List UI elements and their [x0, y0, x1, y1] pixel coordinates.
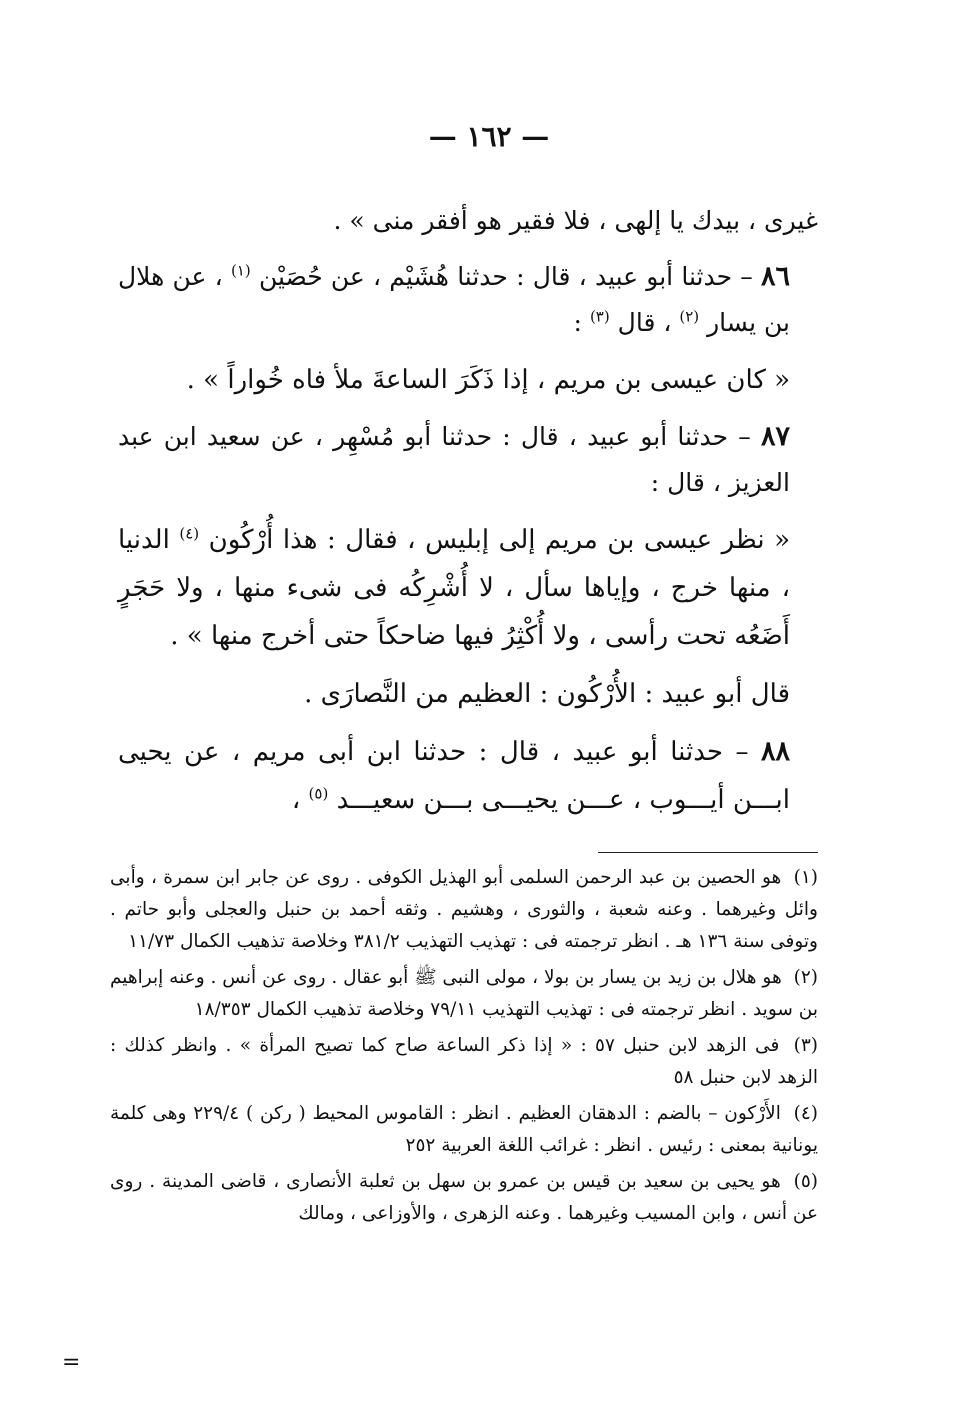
- continuation-mark: =: [62, 1350, 81, 1375]
- footnote-ref-1: (١): [230, 261, 251, 280]
- paragraph-continuation: غيرى ، بيدك يا إلهى ، فلا فقير هو أفقر منى » .: [333, 206, 818, 235]
- hadith-86: [118, 254, 818, 346]
- footnote-ref-2: (٢): [679, 307, 700, 326]
- footnote-1: [110, 862, 818, 958]
- footnote-divider: [598, 852, 818, 853]
- hadith-text: ، قال: [617, 308, 672, 337]
- quote-text: « نظر عيسى بن مريم إلى إبليس ، فقال : هذا أُرْكُون: [208, 525, 791, 555]
- hadith-text: ،: [291, 785, 301, 815]
- hadith-text: – حدثنا أبو عبيد ، قال : حدثنا أبو مُسْهِر ، عن سعيد ابن عبد العزيز ، قال :: [118, 422, 790, 497]
- footnote-marker: (٥): [793, 1171, 818, 1192]
- footnote-marker: (١): [793, 867, 818, 888]
- footnote-marker: (٢): [793, 967, 818, 988]
- footnote-text: فى الزهد لابن حنبل ٥٧ : « إذا ذكر الساعة صاح كما تصيح المرأة » . وانظر كذلك : الزهد لابن حنبل ٥٨: [110, 1035, 818, 1088]
- hadith-number: ٨٦: [760, 261, 790, 292]
- footnote-text: هو الحصين بن عبد الرحمن السلمى أبو الهذيل الكوفى . روى عن جابر ابن سمرة ، وأبى وائل وغيرهما . وعنه شعبة ، والثورى ، وهشيم . وثقه أحمد بن حنبل والعجلى وأبو حاتم . وتوفى سنة ١٣٦ هـ . انظر ترجمته فى : تهذيب التهذيب ٣٨١/٢ وخلاصة تذهيب الكمال ١١/٧٣: [110, 867, 818, 952]
- hadith-text: – حدثنا أبو عبيد ، قال : حدثنا هُشَيْم ، عن حُصَيْن: [258, 262, 753, 291]
- footnote-marker: (٣): [793, 1035, 818, 1056]
- hadith-number: ٨٨: [761, 736, 791, 767]
- main-text: [118, 198, 818, 834]
- footnote-4: [110, 1098, 818, 1162]
- footnote-5: [110, 1166, 818, 1230]
- footnote-ref-4: (٤): [179, 524, 200, 543]
- footnote-ref-3: (٣): [589, 307, 610, 326]
- hadith-text: – حدثنا أبو عبيد ، قال : حدثنا ابن أبى مريم ، عن يحيى ابـــن أيـــوب ، عـــن يحيـــى بـــن سعيـــد: [118, 737, 790, 815]
- footnote-marker: (٤): [793, 1103, 818, 1124]
- footnote-text: هو يحيى بن سعيد بن قيس بن عمرو بن سهل بن ثعلبة الأنصارى ، قاضى المدينة . روى عن أنس ، وابن المسيب وغيرهما . وعنه الزهرى ، والأوزاعى ، ومالك: [110, 1171, 818, 1224]
- footnote-ref-5: (٥): [308, 784, 329, 803]
- quote-text: الدنيا ، منها خرج ، وإياها سأل ، لا أُشْرِكُه فى شىء منها ، ولا حَجَرٍ أَضَعُه تحت رأسى ، ولا أُكْثِرُ فيها ضاحكاً حتى أخرج منها » .: [118, 525, 790, 651]
- hadith-87-quote: [118, 516, 818, 660]
- hadith-text: ، عن هلال بن يسار: [118, 262, 790, 337]
- hadith-text: :: [573, 308, 582, 337]
- page-number: — ١٦٢ —: [428, 120, 550, 153]
- footnotes: [110, 862, 818, 1234]
- footnote-3: [110, 1030, 818, 1094]
- hadith-number: ٨٧: [761, 421, 791, 452]
- footnote-text: هو هلال بن زيد بن يسار بن بولا ، مولى النبى ﷺ أبو عقال . روى عن أنس . وعنه إبراهيم بن سويد . انظر ترجمته فى : تهذيب التهذيب ٧٩/١١ وخلاصة تذهيب الكمال ١٨/٣٥٣: [110, 967, 818, 1020]
- footnote-text: الأَرْكون – بالضم : الدهقان العظيم . انظر : القاموس المحيط ( ركن ) ٢٢٩/٤ وهى كلمة يونانية بمعنى : رئيس . انظر : غرائب اللغة العربية ٢٥٢: [110, 1103, 818, 1156]
- explanation: قال أبو عبيد : الأُرْكُون : العظيم من النَّصارَى .: [304, 679, 790, 709]
- hadith-88: [118, 728, 818, 824]
- footnote-2: [110, 962, 818, 1026]
- hadith-87: [118, 414, 818, 506]
- hadith-86-quote: « كان عيسى بن مريم ، إذا ذَكَرَ الساعةَ ملأ فاه خُواراً » .: [186, 365, 790, 395]
